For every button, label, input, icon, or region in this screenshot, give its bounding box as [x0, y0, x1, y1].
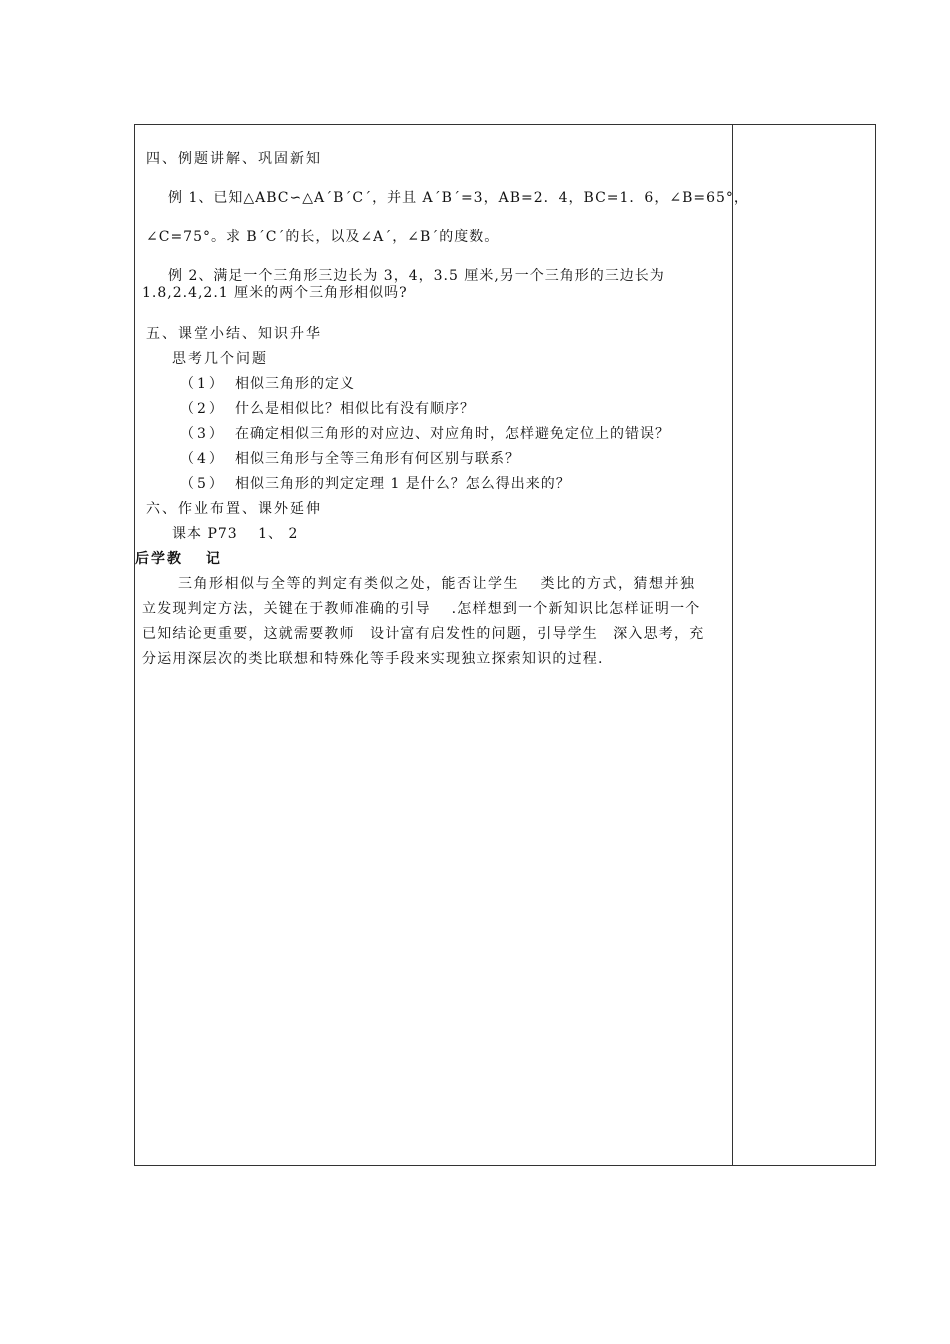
- question-text: 相似三角形的定义: [235, 376, 355, 392]
- example2-line2: 1.8,2.4,2.1 厘米的两个三角形相似吗?: [142, 285, 408, 301]
- reflection-heading: 后学教 记: [135, 551, 222, 567]
- question-number: （3）: [180, 426, 226, 442]
- section4-title: 四、例题讲解、巩固新知: [146, 151, 322, 167]
- question-number: （5）: [180, 476, 226, 492]
- question-number: （2）: [180, 401, 226, 417]
- question-text: 什么是相似比？相似比有没有顺序？: [235, 401, 475, 417]
- reflection-line1: 三角形相似与全等的判定有类似之处，能否让学生 类比的方式，猜想并独: [178, 576, 696, 592]
- question-number: （4）: [180, 451, 226, 467]
- section6-title: 六、作业布置、课外延伸: [146, 501, 322, 517]
- section5-intro: 思考几个问题: [172, 351, 268, 367]
- example1-line1: 例 1、已知△ABC∽△A´B´C´，并且 A´B´=3，AB=2．4，BC=1．6，∠B=65°，: [168, 190, 749, 206]
- question-text: 相似三角形与全等三角形有何区别与联系？: [235, 451, 520, 467]
- homework-text: 课本 P73 1、 2: [172, 526, 299, 542]
- question-text: 在确定相似三角形的对应边、对应角时，怎样避免定位上的错误？: [235, 426, 670, 442]
- reflection-line4: 分运用深层次的类比联想和特殊化等手段来实现独立探索知识的过程.: [142, 651, 604, 667]
- question-text: 相似三角形的判定定理 1 是什么？怎么得出来的？: [235, 476, 571, 492]
- example2-line1: 例 2、满足一个三角形三边长为 3，4，3.5 厘米,另一个三角形的三边长为: [168, 268, 665, 284]
- reflection-line2: 立发现判定方法，关键在于教师准确的引导 .怎样想到一个新知识比怎样证明一个: [142, 601, 701, 617]
- column-divider: [732, 125, 733, 1165]
- example1-line2: ∠C=75°。求 B´C´的长，以及∠A´，∠B´的度数。: [146, 229, 500, 245]
- question-number: （1）: [180, 376, 226, 392]
- reflection-line3: 已知结论更重要，这就需要教师 设计富有启发性的问题，引导学生 深入思考，充: [142, 626, 705, 642]
- section5-title: 五、课堂小结、知识升华: [146, 326, 322, 342]
